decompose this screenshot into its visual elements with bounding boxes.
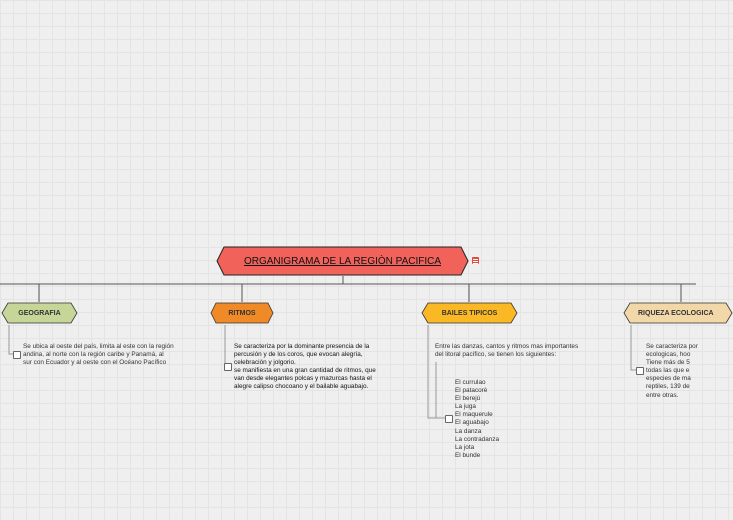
geografia-text: Se ubica al oeste del país, limita al este con la región andina, al norte con la región caribe y Panamá, al sur con Ecuador y al oeste con el Océano Pacífico: [23, 343, 174, 367]
dances-list: [455, 379, 499, 460]
topic-label: RIQUEZA ECOLOGICA: [638, 309, 714, 317]
root-title: ORGANIGRAMA DE LA REGIÒN PACIFICA: [243, 255, 442, 267]
bailes-text: Entre las danzas, cantos y ritmos mas importantes del litoral pacífico, se tienen los siguientes:: [435, 343, 579, 359]
list-item: La juga: [455, 403, 476, 411]
root-topic[interactable]: [216, 246, 469, 276]
list-item: La contradanza: [455, 435, 500, 443]
ritmos-text: Se caracteriza por la dominante presencia de la percusión y de los coros, que evocan alegría, celebración y jolgorio. se manifiesta en una gran cantidad de ritmos, que van desde elegantes polcas y mazurcas hasta el alegre calipso chocoano y el bailable aguabajo.: [234, 343, 376, 391]
topic-label: GEOGRAFIA: [18, 309, 61, 317]
topic-label: RITMOS: [228, 309, 256, 317]
topic-ritmos[interactable]: [210, 302, 274, 324]
notes-icon[interactable]: [472, 257, 479, 264]
list-item: El bunde: [455, 451, 481, 459]
topic-riqueza-ecologica[interactable]: [623, 302, 733, 324]
list-item: El aguabajo: [455, 419, 489, 427]
list-item: El berejú: [455, 395, 481, 403]
riqueza-text: Se caracteriza por ecologicas, hoo Tiene más de 5 todas las que e especies de ma reptiles, 139 de entre otras.: [646, 343, 698, 399]
topic-geografia[interactable]: [1, 302, 78, 324]
collapse-toggle[interactable]: [224, 363, 232, 371]
collapse-toggle[interactable]: [13, 351, 21, 359]
list-item: La jota: [455, 443, 475, 451]
list-item: El patacorè: [455, 387, 488, 395]
list-item: El currulao: [455, 379, 486, 386]
list-item: La danza: [455, 427, 482, 435]
collapse-toggle[interactable]: [636, 367, 644, 375]
topic-label: BAILES TIPICOS: [441, 309, 498, 317]
list-item: El maquerule: [455, 411, 493, 419]
collapse-toggle[interactable]: [445, 415, 453, 423]
topic-bailes-tipicos[interactable]: [421, 302, 518, 324]
